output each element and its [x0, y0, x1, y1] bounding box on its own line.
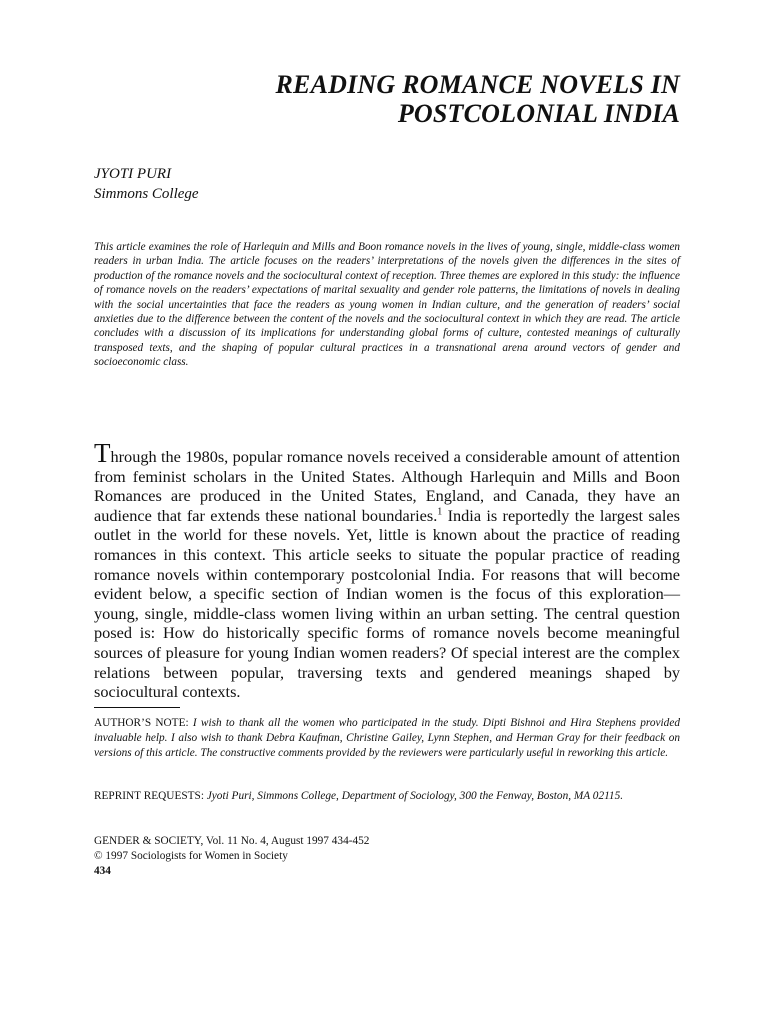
authors-note	[94, 716, 680, 762]
reprint-requests-text: Jyoti Puri, Simmons College, Department of Sociology, 300 the Fenway, Boston, MA 02115.	[206, 790, 624, 802]
body-text-part-1: hrough the 1980s, popular romance novels received a considerable amount of attention from feminist scholars in the United States. Although Harlequin and Mills and Boon Romances are produced in the United States, England, and Canada, they have an audience that far extends these national boundaries.	[94, 447, 680, 525]
article-title	[276, 70, 680, 128]
reprint-requests-label: REPRINT REQUESTS:	[94, 790, 204, 802]
copyright-line: © 1997 Sociologists for Women in Society	[94, 850, 288, 862]
author-name: JYOTI PURI	[94, 166, 172, 182]
page-footer	[94, 834, 369, 879]
journal-citation: GENDER & SOCIETY, Vol. 11 No. 4, August 1997 434-452	[94, 835, 370, 847]
body-text-part-2: India is reportedly the largest sales outlet in the world for these novels. Yet, little is known about the practice of reading romances in this context. This article seeks to situate the popular practice of reading romance novels within contemporary postcolonial India. For reasons that will become evident below, a specific section of Indian women is the focus of this exploration—young, single, middle-class women living within an urban setting. The central question posed is: How do historically specific forms of romance novels become meaningful sources of pleasure for young Indian women readers? Of special interest are the complex relations between popular, traversing texts and gendered meanings shaped by sociocultural contexts.	[94, 505, 680, 702]
author-block	[94, 164, 199, 204]
article-title-line-1: READING ROMANCE NOVELS IN	[275, 70, 680, 99]
body-paragraph	[94, 438, 680, 702]
abstract: This article examines the role of Harlequin and Mills and Boon romance novels in the lives of young, single, middle-class women readers in urban India. The article focuses on the readers’ interpretations of the novels given the differences in the sites of production of the romance novels and the sociocultural context of reception. Three themes are explored in this study: the influence of romance novels on the readers’ expectations of marital sexuality and gender role patterns, the limitations of novels in dealing with the social uncertainties that face the readers as young women in Indian culture, and the generation of readers’ social anxieties due to the difference between the content of the novels and the sociocultural context in which they are read. The article concludes with a discussion of its implications for understanding global forms of culture, contested meanings of culturally transposed texts, and the shaping of popular cultural practices in a transnational arena around vectors of gender and socioeconomic class.	[94, 241, 680, 369]
drop-cap: T	[94, 438, 111, 468]
footnote-divider	[94, 707, 180, 708]
author-affiliation: Simmons College	[94, 186, 199, 202]
page-number: 434	[94, 865, 111, 877]
authors-note-label: AUTHOR’S NOTE:	[94, 717, 189, 729]
authors-note-text: I wish to thank all the women who participated in the study. Dipti Bishnoi and Hira Stephens provided invaluable help. I also wish to thank Debra Kaufman, Christine Gailey, Lynn Stephen, and Herman Gray for their feedback on versions of this article. The constructive comments provided by the reviewers were particularly useful in reworking this article.	[94, 717, 680, 760]
footnote-reference[interactable]: 1	[437, 506, 443, 518]
reprint-requests	[94, 789, 680, 804]
article-title-line-2: POSTCOLONIAL INDIA	[397, 99, 680, 128]
